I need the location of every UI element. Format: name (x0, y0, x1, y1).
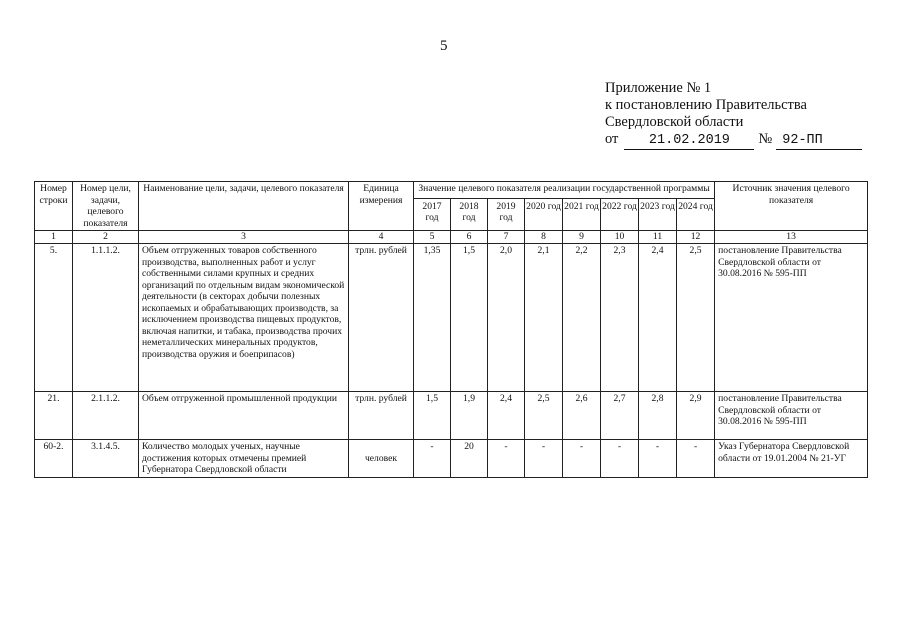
cell-unit: трлн. рублей (349, 392, 414, 440)
cell-goal-no: 1.1.1.2. (73, 244, 139, 392)
header-values-title: Значение целевого показателя реализации государственной программы (414, 182, 715, 199)
cell-value: 1,35 (414, 244, 451, 392)
cell-goal-no: 2.1.1.2. (73, 392, 139, 440)
col-index: 12 (677, 231, 715, 244)
column-index-row (35, 231, 868, 244)
col-index: 6 (451, 231, 488, 244)
cell-name: Объем отгруженной промышленной продукции (139, 392, 349, 440)
appendix-resolution: к постановлению Правительства (605, 97, 807, 113)
cell-source: постановление Правительства Свердловской области от 30.08.2016 № 595-ПП (715, 392, 868, 440)
from-label: от (605, 131, 619, 147)
year-2017: 2017 год (414, 199, 451, 231)
cell-value: 2,0 (488, 244, 525, 392)
cell-value: - (601, 440, 639, 478)
year-2021: 2021 год (563, 199, 601, 231)
cell-value: 1,5 (451, 244, 488, 392)
cell-row-no: 21. (35, 392, 73, 440)
header-unit: Единица измерения (349, 182, 414, 231)
table-row (35, 392, 868, 440)
year-2019: 2019 год (488, 199, 525, 231)
col-index: 8 (525, 231, 563, 244)
col-index: 4 (349, 231, 414, 244)
appendix-header (605, 80, 862, 150)
cell-value: 2,6 (563, 392, 601, 440)
year-2024: 2024 год (677, 199, 715, 231)
cell-value: - (639, 440, 677, 478)
year-2022: 2022 год (601, 199, 639, 231)
number-label: № (758, 131, 773, 147)
cell-name: Объем отгруженных товаров собственного производства, выполненных работ и услуг собственными силами крупных и средних организаций по отдельным видам экономической деятельности (в секторах добычи полезных ископаемых и обрабатывающих производств, за исключением производства пищевых продуктов, включая напитки, и табака, производства прочих неметаллических минеральных продуктов, производства оружия и боеприпасов) (139, 244, 349, 392)
header-goal-no: Номер цели, задачи, целевого показателя (73, 182, 139, 231)
col-index: 2 (73, 231, 139, 244)
appendix-region: Свердловской области (605, 114, 744, 130)
year-2023: 2023 год (639, 199, 677, 231)
cell-value: 2,4 (488, 392, 525, 440)
cell-value: 2,1 (525, 244, 563, 392)
col-index: 7 (488, 231, 525, 244)
cell-name: Количество молодых ученых, научные достижения которых отмечены премией Губернатора Свердловской области (139, 440, 349, 478)
table-row (35, 244, 868, 392)
page-number: 5 (440, 38, 448, 54)
col-index: 3 (139, 231, 349, 244)
cell-source: Указ Губернатора Свердловской области от 19.01.2004 № 21-УГ (715, 440, 868, 478)
cell-row-no: 60-2. (35, 440, 73, 478)
cell-value: 2,2 (563, 244, 601, 392)
cell-value: 2,3 (601, 244, 639, 392)
header-source: Источник значения целевого показателя (715, 182, 868, 231)
cell-value: 2,5 (677, 244, 715, 392)
cell-value: 2,4 (639, 244, 677, 392)
cell-unit: трлн. рублей (349, 244, 414, 392)
cell-value: 20 (451, 440, 488, 478)
cell-goal-no: 3.1.4.5. (73, 440, 139, 478)
cell-value: - (414, 440, 451, 478)
col-index: 9 (563, 231, 601, 244)
table-header-row (35, 182, 868, 199)
table-row (35, 440, 868, 478)
appendix-date-line (605, 131, 862, 150)
cell-row-no: 5. (35, 244, 73, 392)
cell-source: постановление Правительства Свердловской области от 30.08.2016 № 595-ПП (715, 244, 868, 392)
appendix-title: Приложение № 1 (605, 80, 712, 96)
appendix-date: 21.02.2019 (624, 132, 754, 150)
cell-value: 2,5 (525, 392, 563, 440)
col-index: 13 (715, 231, 868, 244)
cell-value: 1,5 (414, 392, 451, 440)
cell-value: - (488, 440, 525, 478)
cell-unit: человек (349, 440, 414, 478)
cell-value: - (563, 440, 601, 478)
cell-value: 1,9 (451, 392, 488, 440)
header-row-no: Номер строки (35, 182, 73, 231)
cell-value: 2,7 (601, 392, 639, 440)
indicators-table (34, 181, 868, 478)
col-index: 1 (35, 231, 73, 244)
cell-value: - (525, 440, 563, 478)
year-2020: 2020 год (525, 199, 563, 231)
col-index: 10 (601, 231, 639, 244)
header-name: Наименование цели, задачи, целевого показателя (139, 182, 349, 231)
appendix-number: 92-ПП (776, 132, 862, 150)
cell-value: 2,8 (639, 392, 677, 440)
col-index: 5 (414, 231, 451, 244)
cell-value: 2,9 (677, 392, 715, 440)
cell-value: - (677, 440, 715, 478)
col-index: 11 (639, 231, 677, 244)
year-2018: 2018 год (451, 199, 488, 231)
